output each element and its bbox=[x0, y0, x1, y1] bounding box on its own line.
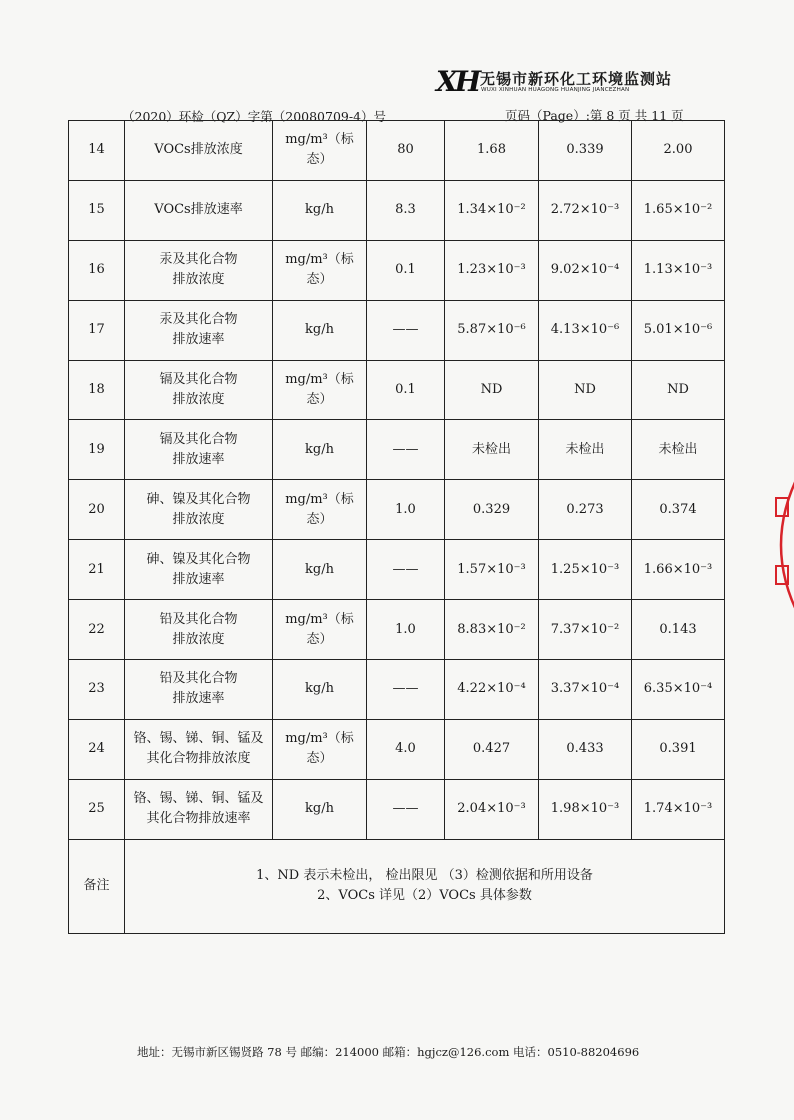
table-row bbox=[69, 300, 725, 360]
item-name-line-2: 其化合物排放浓度 bbox=[146, 751, 251, 767]
row-number: 23 bbox=[69, 660, 125, 720]
unit: mg/m³（标态） bbox=[273, 719, 367, 779]
measured-value-1: 1.68 bbox=[445, 121, 539, 181]
measured-value-3: 2.00 bbox=[632, 121, 725, 181]
limit-value: —— bbox=[367, 660, 445, 720]
row-number: 19 bbox=[69, 420, 125, 480]
unit: mg/m³（标态） bbox=[273, 600, 367, 660]
item-name-line-2: 排放速率 bbox=[172, 691, 225, 707]
notes-cell bbox=[125, 839, 725, 933]
item-name-line-1: VOCs排放速率 bbox=[154, 202, 243, 218]
row-number: 17 bbox=[69, 300, 125, 360]
measured-value-1: 2.04×10⁻³ bbox=[445, 779, 539, 839]
measured-value-2: 9.02×10⁻⁴ bbox=[539, 240, 632, 300]
limit-value: 1.0 bbox=[367, 600, 445, 660]
unit: mg/m³（标态） bbox=[273, 240, 367, 300]
limit-value: —— bbox=[367, 779, 445, 839]
item-name bbox=[125, 420, 273, 480]
org-name-cn: 无锡市新环化工环境监测站 bbox=[480, 70, 673, 88]
measured-value-1: 1.34×10⁻² bbox=[445, 180, 539, 240]
logo-mark: XH bbox=[436, 65, 479, 98]
limit-value: 0.1 bbox=[367, 360, 445, 420]
table-row bbox=[69, 180, 725, 240]
unit: kg/h bbox=[273, 300, 367, 360]
row-number: 18 bbox=[69, 360, 125, 420]
table-row bbox=[69, 121, 725, 181]
item-name bbox=[125, 240, 273, 300]
table-row bbox=[69, 600, 725, 660]
table-row bbox=[69, 660, 725, 720]
unit: kg/h bbox=[273, 180, 367, 240]
item-name bbox=[125, 180, 273, 240]
measured-value-2: ND bbox=[539, 360, 632, 420]
measured-value-3: 未检出 bbox=[632, 420, 725, 480]
limit-value: —— bbox=[367, 420, 445, 480]
item-name-line-1: 镉及其化合物 bbox=[159, 431, 238, 447]
table-row bbox=[69, 240, 725, 300]
measured-value-2: 未检出 bbox=[539, 420, 632, 480]
item-name-line-2: 排放浓度 bbox=[172, 272, 225, 288]
item-name bbox=[125, 480, 273, 540]
item-name-line-2: 排放浓度 bbox=[172, 511, 225, 527]
item-name bbox=[125, 121, 273, 181]
limit-value: 1.0 bbox=[367, 480, 445, 540]
unit: kg/h bbox=[273, 540, 367, 600]
measured-value-1: ND bbox=[445, 360, 539, 420]
row-number: 16 bbox=[69, 240, 125, 300]
limit-value: 0.1 bbox=[367, 240, 445, 300]
item-name-line-1: 砷、镍及其化合物 bbox=[146, 551, 251, 567]
measured-value-1: 4.22×10⁻⁴ bbox=[445, 660, 539, 720]
row-number: 22 bbox=[69, 600, 125, 660]
item-name-line-2: 排放浓度 bbox=[172, 631, 225, 647]
limit-value: 80 bbox=[367, 121, 445, 181]
item-name-line-1: 铅及其化合物 bbox=[159, 611, 238, 627]
report-number: （2020）环检（QZ）字第（20080709-4）号 bbox=[122, 109, 387, 124]
measured-value-1: 0.427 bbox=[445, 719, 539, 779]
measured-value-1: 0.329 bbox=[445, 480, 539, 540]
table-row bbox=[69, 719, 725, 779]
unit: kg/h bbox=[273, 420, 367, 480]
table-row bbox=[69, 360, 725, 420]
item-name-line-2: 排放速率 bbox=[172, 332, 225, 348]
measured-value-3: 5.01×10⁻⁶ bbox=[632, 300, 725, 360]
results-table bbox=[68, 120, 725, 934]
measured-value-3: 1.65×10⁻² bbox=[632, 180, 725, 240]
results-table-body bbox=[69, 121, 725, 934]
measured-value-2: 7.37×10⁻² bbox=[539, 600, 632, 660]
measured-value-3: 0.374 bbox=[632, 480, 725, 540]
measured-value-2: 2.72×10⁻³ bbox=[539, 180, 632, 240]
item-name-line-1: 铬、锡、锑、铜、锰及 bbox=[133, 731, 264, 747]
row-number: 15 bbox=[69, 180, 125, 240]
page-info: 页码（Page）:第 8 页 共 11 页 bbox=[505, 108, 684, 123]
measured-value-3: 0.391 bbox=[632, 719, 725, 779]
limit-value: —— bbox=[367, 540, 445, 600]
measured-value-1: 8.83×10⁻² bbox=[445, 600, 539, 660]
org-name-en: WUXI XINHUAN HUAGONG HUANJING JIANCEZHAN bbox=[481, 87, 630, 93]
item-name-line-1: 镉及其化合物 bbox=[159, 372, 238, 387]
limit-value: 8.3 bbox=[367, 180, 445, 240]
unit: mg/m³（标态） bbox=[273, 121, 367, 181]
measured-value-2: 3.37×10⁻⁴ bbox=[539, 660, 632, 720]
red-seal-stamp bbox=[762, 470, 794, 620]
measured-value-2: 4.13×10⁻⁶ bbox=[539, 300, 632, 360]
measured-value-2: 1.25×10⁻³ bbox=[539, 540, 632, 600]
item-name bbox=[125, 719, 273, 779]
item-name-line-2: 排放浓度 bbox=[172, 392, 225, 407]
limit-value: 4.0 bbox=[367, 719, 445, 779]
item-name bbox=[125, 540, 273, 600]
item-name-line-1: 铅及其化合物 bbox=[159, 671, 238, 687]
row-number: 21 bbox=[69, 540, 125, 600]
measured-value-2: 0.339 bbox=[539, 121, 632, 181]
item-name-line-2: 排放速率 bbox=[172, 571, 225, 587]
unit: kg/h bbox=[273, 660, 367, 720]
table-row bbox=[69, 420, 725, 480]
item-name-line-1: 汞及其化合物 bbox=[159, 252, 238, 268]
measured-value-1: 1.57×10⁻³ bbox=[445, 540, 539, 600]
measured-value-3: 1.66×10⁻³ bbox=[632, 540, 725, 600]
item-name-line-1: 汞及其化合物 bbox=[159, 312, 238, 328]
item-name-line-1: 铬、锡、锑、铜、锰及 bbox=[133, 791, 264, 807]
notes-label: 备注 bbox=[69, 839, 125, 933]
measured-value-3: 0.143 bbox=[632, 600, 725, 660]
item-name bbox=[125, 360, 273, 420]
limit-value: —— bbox=[367, 300, 445, 360]
row-number: 20 bbox=[69, 480, 125, 540]
measured-value-1: 1.23×10⁻³ bbox=[445, 240, 539, 300]
item-name-line-2: 排放速率 bbox=[172, 451, 225, 467]
measured-value-2: 0.433 bbox=[539, 719, 632, 779]
item-name bbox=[125, 779, 273, 839]
table-row bbox=[69, 779, 725, 839]
unit: kg/h bbox=[273, 779, 367, 839]
item-name bbox=[125, 300, 273, 360]
unit: mg/m³（标态） bbox=[273, 360, 367, 420]
item-name bbox=[125, 660, 273, 720]
measured-value-3: 1.74×10⁻³ bbox=[632, 779, 725, 839]
row-number: 24 bbox=[69, 719, 125, 779]
row-number: 25 bbox=[69, 779, 125, 839]
note-line-2: 2、VOCs 详见（2）VOCs 具体参数 bbox=[317, 888, 532, 904]
table-row bbox=[69, 480, 725, 540]
row-number: 14 bbox=[69, 121, 125, 181]
measured-value-3: ND bbox=[632, 360, 725, 420]
unit: mg/m³（标态） bbox=[273, 480, 367, 540]
item-name-line-2: 其化合物排放速率 bbox=[146, 811, 251, 827]
item-name-line-1: 砷、镍及其化合物 bbox=[146, 491, 251, 507]
item-name-line-1: VOCs排放浓度 bbox=[154, 142, 243, 158]
footer-contact: 地址：无锡市新区锡贤路 78 号 邮编：214000 邮箱：hgjcz@126.com 电话：0510-88204696 bbox=[137, 1045, 640, 1059]
table-row bbox=[69, 540, 725, 600]
measured-value-1: 5.87×10⁻⁶ bbox=[445, 300, 539, 360]
measured-value-1: 未检出 bbox=[445, 420, 539, 480]
item-name bbox=[125, 600, 273, 660]
measured-value-3: 1.13×10⁻³ bbox=[632, 240, 725, 300]
note-line-1: 1、ND 表示未检出， 检出限见 （3）检测依据和所用设备 bbox=[256, 868, 593, 884]
measured-value-2: 1.98×10⁻³ bbox=[539, 779, 632, 839]
measured-value-2: 0.273 bbox=[539, 480, 632, 540]
measured-value-3: 6.35×10⁻⁴ bbox=[632, 660, 725, 720]
